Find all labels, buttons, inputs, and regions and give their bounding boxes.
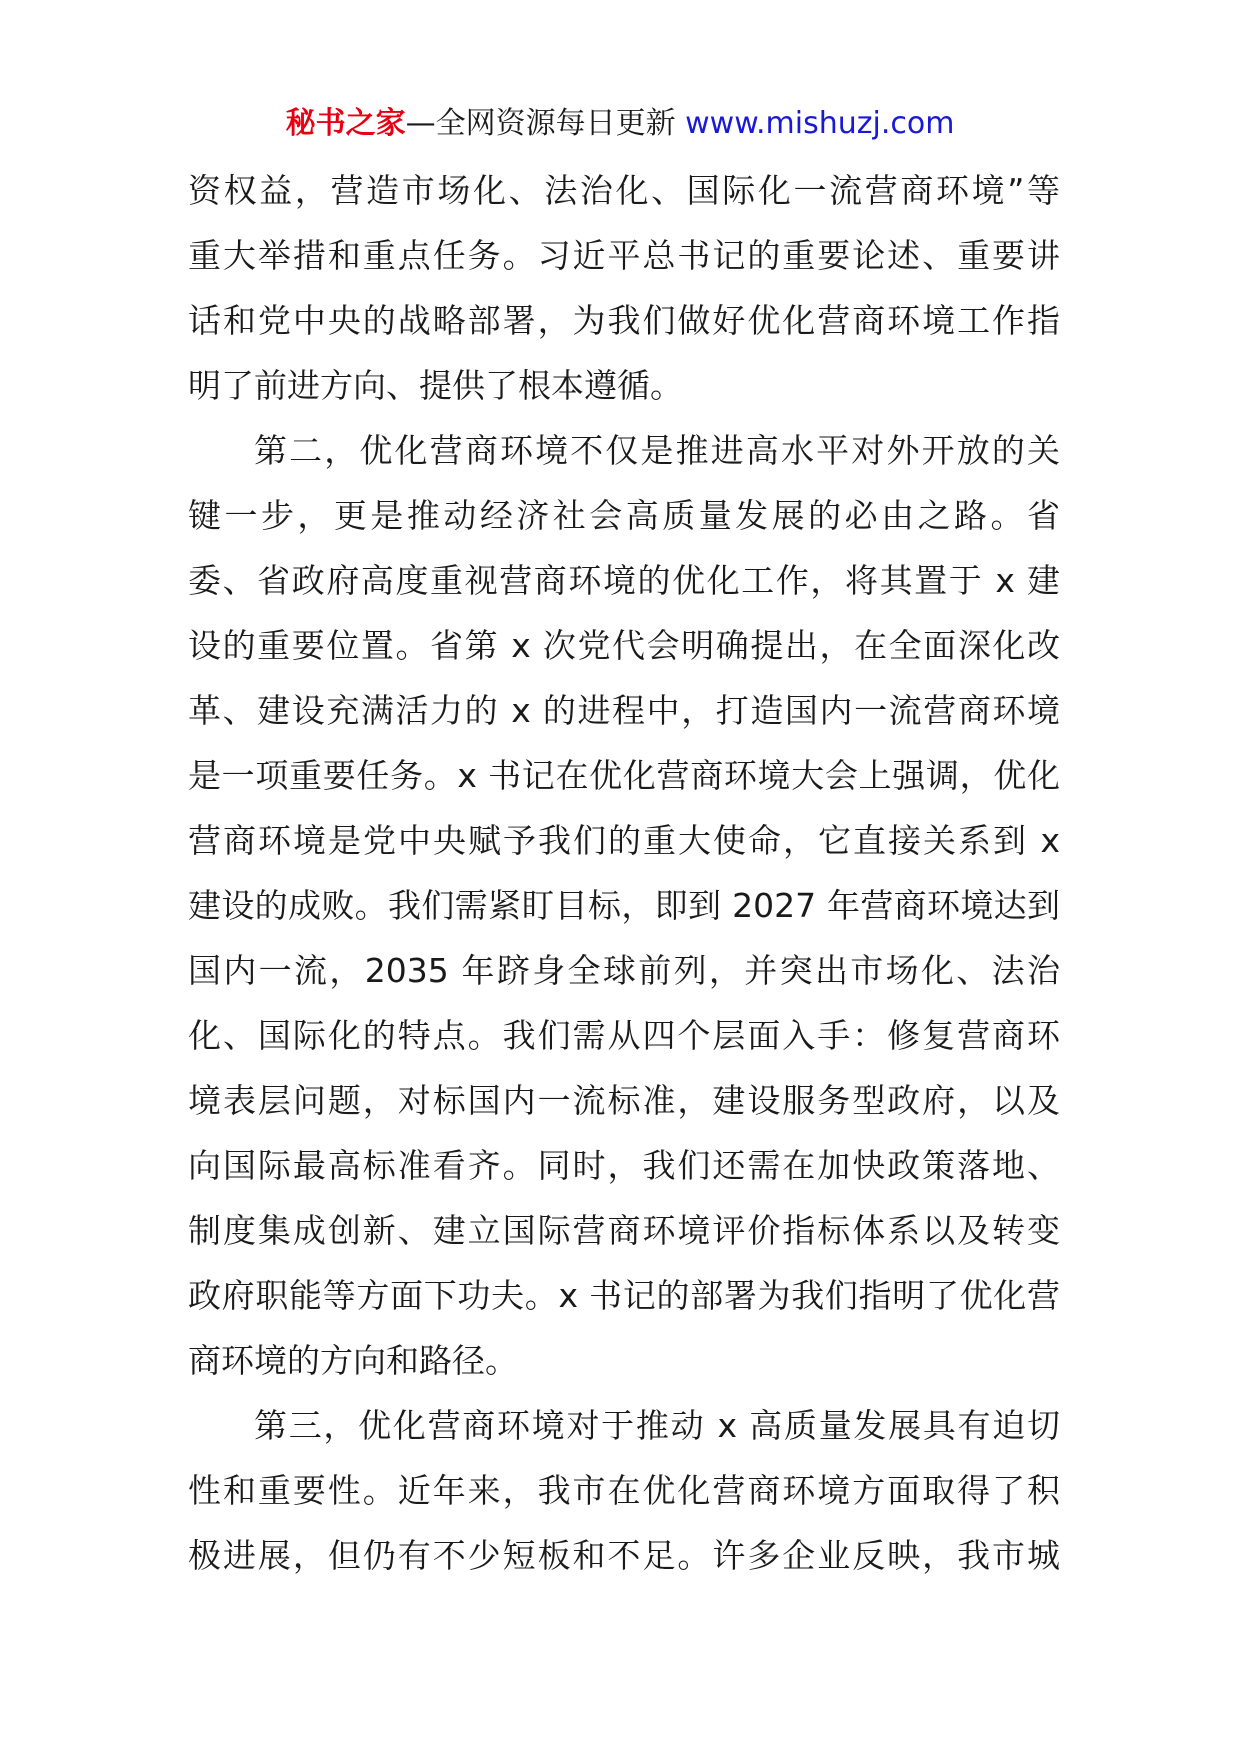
text-line: 化、国际化的特点。我们需从四个层面入手：修复营商环	[188, 1016, 1060, 1055]
text-line: 极进展，但仍有不少短板和不足。许多企业反映，我市城	[188, 1536, 1060, 1575]
text-line: 键一步，更是推动经济社会高质量发展的必由之路。省	[188, 496, 1060, 535]
text-line: 国内一流，2035 年跻身全球前列，并突出市场化、法治	[188, 951, 1060, 990]
text-line: 明了前进方向、提供了根本遵循。	[188, 366, 683, 405]
text-line: 境表层问题，对标国内一流标准，建设服务型政府，以及	[188, 1081, 1060, 1120]
text-line: 革、建设充满活力的 x 的进程中，打造国内一流营商环境	[188, 691, 1060, 730]
paragraph-2	[188, 418, 1060, 1393]
text-line: 是一项重要任务。x 书记在优化营商环境大会上强调，优化	[188, 756, 1060, 795]
text-line: 委、省政府高度重视营商环境的优化工作，将其置于 x 建	[188, 561, 1060, 600]
text-line: 商环境的方向和路径。	[188, 1341, 518, 1380]
document-body	[188, 158, 1060, 1588]
paragraph-1	[188, 158, 1060, 418]
brand-name: 秘书之家	[285, 106, 406, 141]
text-line: 性和重要性。近年来，我市在优化营商环境方面取得了积	[188, 1471, 1060, 1510]
paragraph-3	[188, 1393, 1060, 1588]
text-line: 政府职能等方面下功夫。x 书记的部署为我们指明了优化营	[188, 1276, 1060, 1315]
text-line: 设的重要位置。省第 x 次党代会明确提出，在全面深化改	[188, 626, 1060, 665]
text-line: 建设的成败。我们需紧盯目标，即到 2027 年营商环境达到	[188, 886, 1060, 925]
text-line: 重大举措和重点任务。习近平总书记的重要论述、重要讲	[188, 236, 1060, 275]
header-tagline: —全网资源每日更新	[405, 106, 676, 141]
text-line: 第三，优化营商环境对于推动 x 高质量发展具有迫切	[254, 1406, 1060, 1445]
text-line: 第二，优化营商环境不仅是推进高水平对外开放的关	[254, 431, 1060, 470]
text-line: 话和党中央的战略部署，为我们做好优化营商环境工作指	[188, 301, 1060, 340]
page-header	[0, 104, 1240, 144]
site-url-link[interactable]: www.mishuzj.com	[685, 106, 955, 141]
text-line: 向国际最高标准看齐。同时，我们还需在加快政策落地、	[188, 1146, 1060, 1185]
text-line: 资权益，营造市场化、法治化、国际化一流营商环境”等	[188, 171, 1060, 210]
text-line: 营商环境是党中央赋予我们的重大使命，它直接关系到 x	[188, 821, 1060, 860]
text-line: 制度集成创新、建立国际营商环境评价指标体系以及转变	[188, 1211, 1060, 1250]
